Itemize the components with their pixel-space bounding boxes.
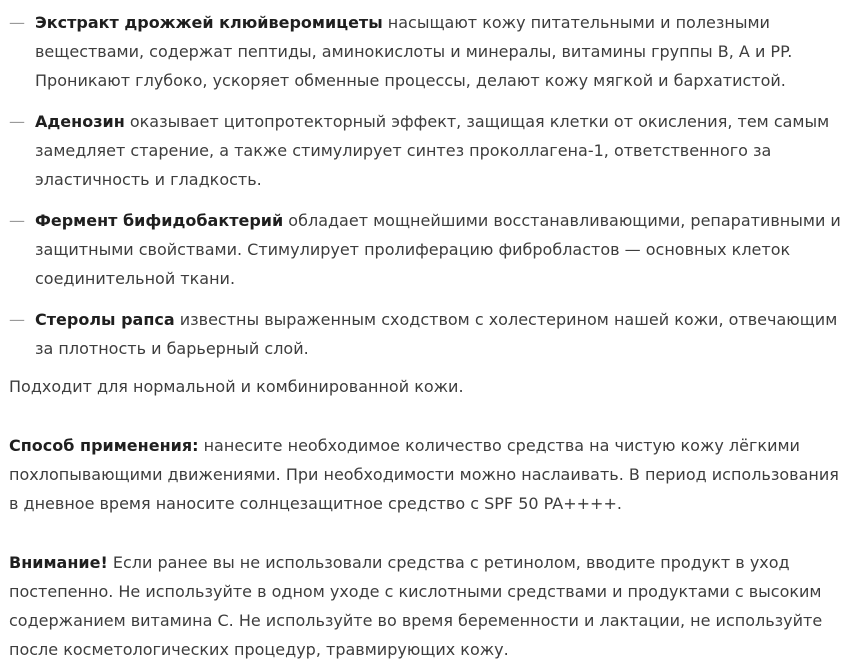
- ingredient-name: Экстракт дрожжей клюйверомицеты: [35, 13, 383, 32]
- usage-label: Способ применения:: [9, 436, 199, 455]
- ingredient-name: Стеролы рапса: [35, 310, 175, 329]
- ingredient-item: [9, 107, 852, 194]
- ingredient-name: Аденозин: [35, 112, 125, 131]
- usage-paragraph: [9, 431, 852, 518]
- usage-text: нанесите необходимое количество средства на чистую кожу лёгкими похлопывающими движениями. При необходимости можно наслаивать. В период использования в дневное время наносите солнцезащитное средство с SPF 50 PA++++.: [9, 436, 839, 513]
- ingredient-item: [9, 305, 852, 363]
- ingredient-item: [9, 206, 852, 293]
- dash-bullet: —: [9, 112, 25, 131]
- dash-bullet: —: [9, 211, 25, 230]
- dash-bullet: —: [9, 310, 25, 329]
- warning-label: Внимание!: [9, 553, 108, 572]
- ingredient-description: насыщают кожу питательными и полезными веществами, содержат пептиды, аминокислоты и минералы, витамины группы B, A и PP. Проникают глубоко, ускоряет обменные процессы, делают кожу мягкой и бархатистой.: [35, 13, 793, 90]
- ingredient-description: известны выраженным сходством с холестерином нашей кожи, отвечающим за плотность и барьерный слой.: [35, 310, 838, 358]
- ingredient-name: Фермент бифидобактерий: [35, 211, 284, 230]
- ingredient-description: обладает мощнейшими восстанавливающими, репаративными и защитными свойствами. Стимулирует пролиферацию фибробластов — основных клеток соединительной ткани.: [35, 211, 841, 288]
- skin-type-note: Подходит для нормальной и комбинированной кожи.: [9, 377, 464, 396]
- ingredient-description: оказывает цитопротекторный эффект, защищая клетки от окисления, тем самым замедляет старение, а также стимулирует синтез проколлагена-1, ответственного за эластичность и гладкость.: [35, 112, 830, 189]
- ingredient-item: [9, 8, 852, 95]
- warning-text: Если ранее вы не использовали средства с ретинолом, вводите продукт в уход постепенно. Не используйте в одном уходе с кислотными средствами и продуктами с высоким содержанием витамина С. Не используйте во время беременности и лактации, не используйте после косметологических процедур, травмирующих кожу.: [9, 553, 823, 659]
- dash-bullet: —: [9, 13, 25, 32]
- warning-paragraph: [9, 548, 852, 664]
- ingredient-list: [9, 8, 852, 363]
